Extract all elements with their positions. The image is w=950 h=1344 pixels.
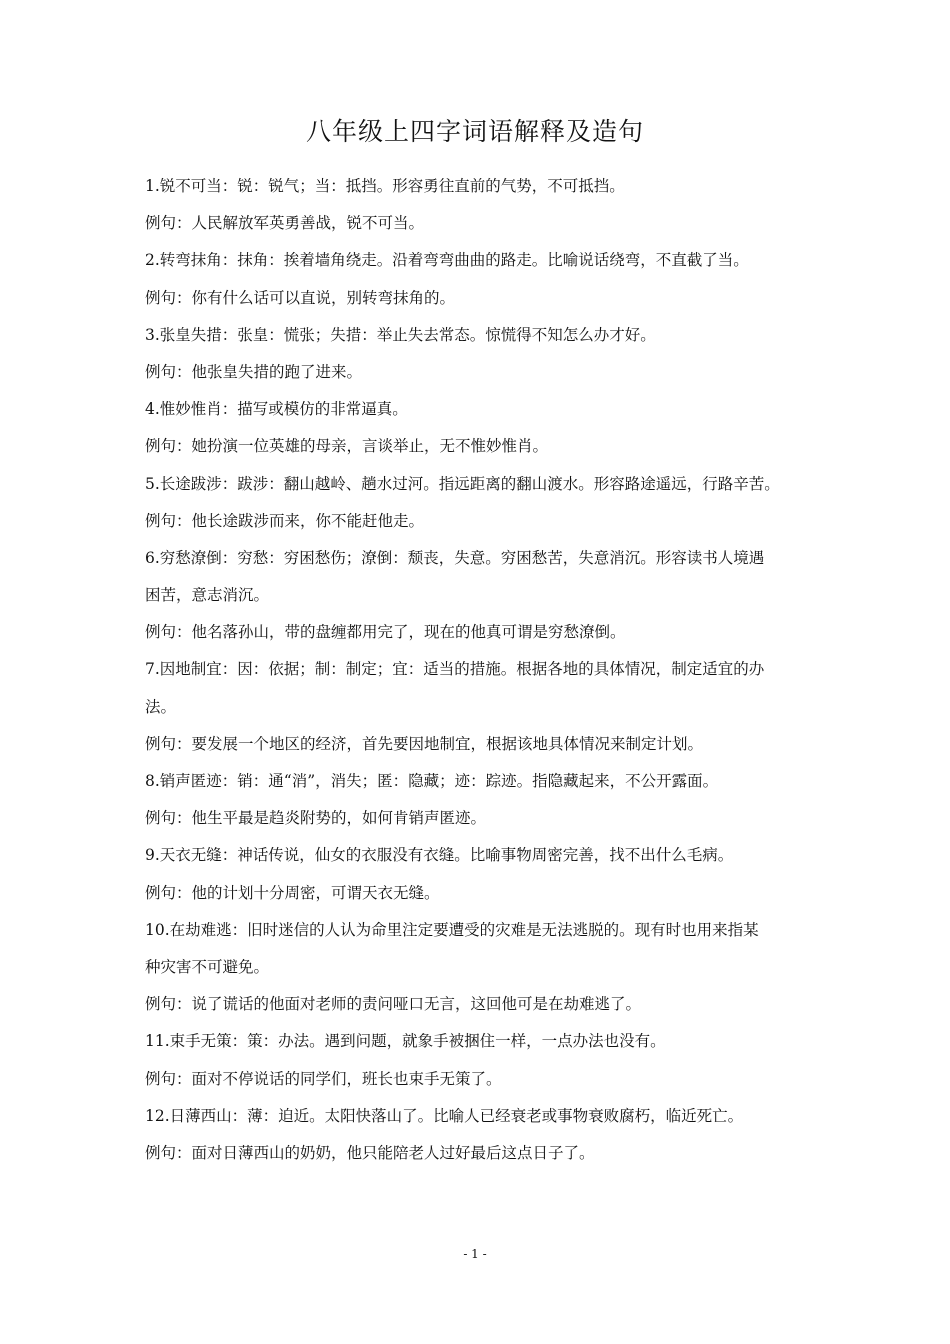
- entry-line-4: 4.惟妙惟肖：描写或模仿的非常逼真。: [145, 400, 408, 419]
- example-line-10: 例句：说了谎话的他面对老师的责问哑口无言，这回他可是在劫难逃了。: [145, 995, 642, 1014]
- entry-line-10: 10.在劫难逃：旧时迷信的人认为命里注定要遭受的灾难是无法逃脱的。现有时也用来指某: [145, 920, 759, 939]
- entry-line-7-cont: 法。: [145, 697, 177, 716]
- document-body: [145, 168, 813, 1172]
- example-line-6: 例句：他名落孙山，带的盘缠都用完了，现在的他真可谓是穷愁潦倒。: [145, 623, 626, 642]
- entry-line-8: 8.销声匿迹：销：通“消”，消失；匿：隐藏；迹：踪迹。指隐藏起来，不公开露面。: [145, 772, 719, 790]
- example-line-7: 例句：要发展一个地区的经济，首先要因地制宜，根据该地具体情况来制定计划。: [145, 734, 704, 753]
- document-title: 八年级上四字词语解释及造句: [305, 117, 644, 146]
- example-line-2: 例句：你有什么话可以直说，别转弯抹角的。: [145, 288, 456, 307]
- entry-line-6-cont: 困苦，意志消沉。: [145, 586, 270, 605]
- entry-line-10-cont: 种灾害不可避免。: [145, 957, 270, 976]
- example-line-12: 例句：面对日薄西山的奶奶，他只能陪老人过好最后这点日子了。: [145, 1143, 595, 1162]
- example-line-9: 例句：他的计划十分周密，可谓天衣无缝。: [145, 883, 440, 902]
- example-line-4: 例句：她扮演一位英雄的母亲，言谈举止，无不惟妙惟肖。: [145, 437, 549, 456]
- entry-line-11: 11.束手无策：策：办法。遇到问题，就象手被捆住一样，一点办法也没有。: [145, 1032, 666, 1051]
- example-line-8: 例句：他生平最是趋炎附势的，如何肯销声匿迹。: [145, 809, 487, 828]
- example-line-1: 例句：人民解放军英勇善战，锐不可当。: [145, 214, 425, 233]
- entry-line-3: 3.张皇失措：张皇：慌张；失措：举止失去常态。惊慌得不知怎么办才好。: [145, 325, 656, 344]
- example-line-5: 例句：他长途跋涉而来，你不能赶他走。: [145, 511, 425, 530]
- entry-line-12: 12.日薄西山：薄：迫近。太阳快落山了。比喻人已经衰老或事物衰败腐朽，临近死亡。: [145, 1106, 744, 1125]
- entry-line-5: 5.长途跋涉：跋涉：翻山越岭、趟水过河。指远距离的翻山渡水。形容路途遥远，行路辛苦。: [145, 474, 780, 493]
- entry-line-9: 9.天衣无缝：神话传说，仙女的衣服没有衣缝。比喻事物周密完善，找不出什么毛病。: [145, 846, 734, 865]
- entry-line-6: 6.穷愁潦倒：穷愁：穷困愁伤；潦倒：颓丧，失意。穷困愁苦，失意消沉。形容读书人境遇: [145, 548, 765, 567]
- entry-line-1: 1.锐不可当：锐：锐气；当：抵挡。形容勇往直前的气势，不可抵挡。: [145, 177, 625, 195]
- example-line-11: 例句：面对不停说话的同学们，班长也束手无策了。: [145, 1069, 502, 1088]
- page-number: - 1 -: [463, 1247, 487, 1261]
- example-line-3: 例句：他张皇失措的跑了进来。: [145, 362, 363, 381]
- entry-line-2: 2.转弯抹角：抹角：挨着墙角绕走。沿着弯弯曲曲的路走。比喻说话绕弯，不直截了当。: [145, 251, 749, 270]
- entry-line-7: 7.因地制宜：因：依据；制：制定；宜：适当的措施。根据各地的具体情况，制定适宜的办: [145, 660, 765, 679]
